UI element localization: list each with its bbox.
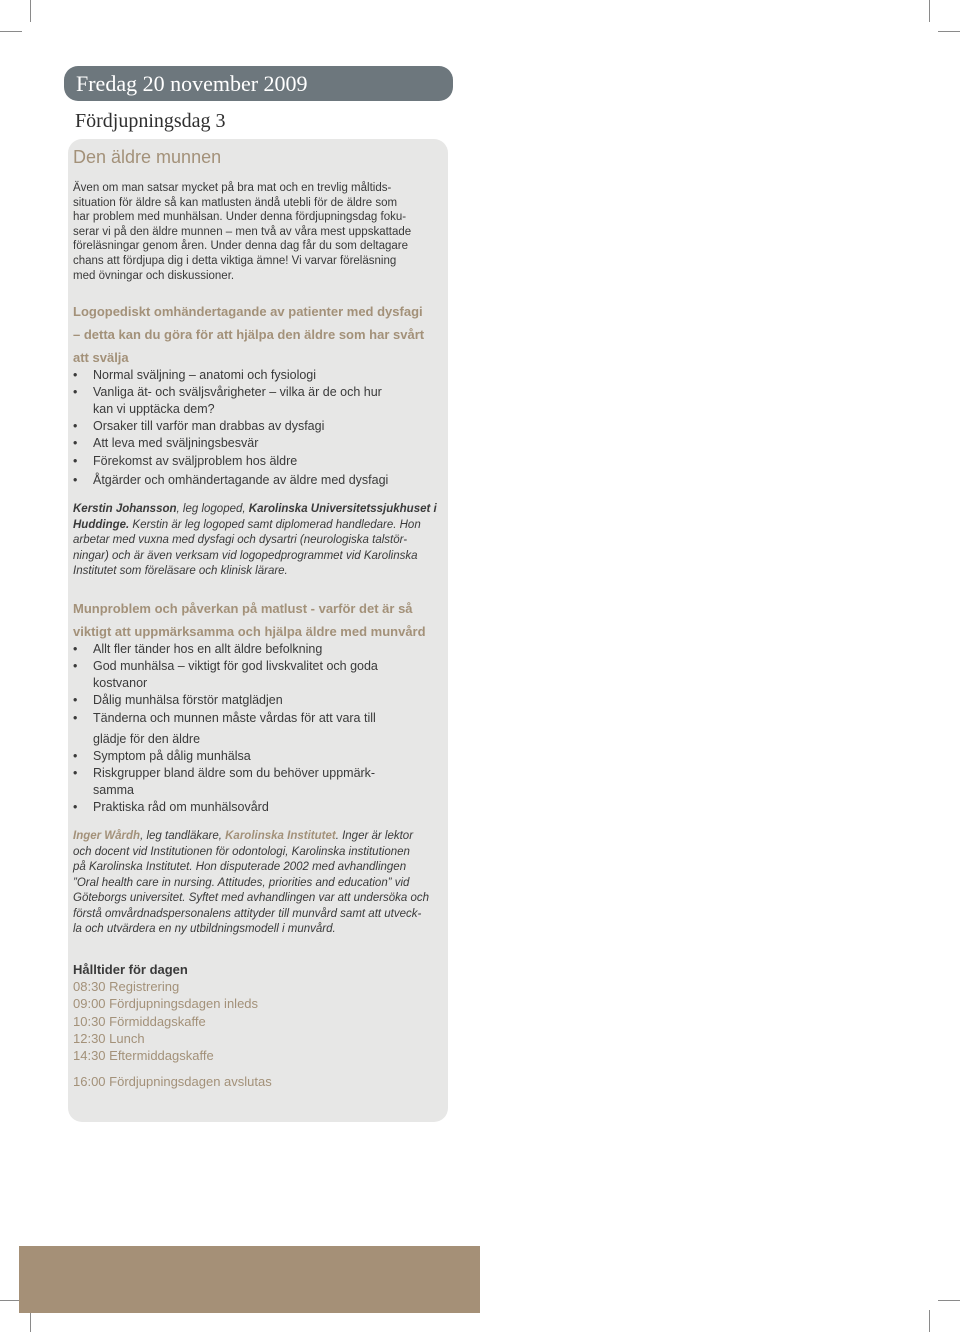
date-title: Fredag 20 november 2009 (76, 71, 308, 96)
schedule-item: 08:30 Registrering (73, 979, 180, 994)
list-item: • Allt fler tänder hos en allt äldre befolkning (73, 642, 323, 656)
bullet-icon: • (73, 473, 78, 487)
intro-line: Även om man satsar mycket på bra mat och en trevlig måltids- (73, 182, 392, 194)
list-item: • Vanliga ät- och sväljsvårigheter – vilka är de och hur kan vi upptäcka dem? (73, 385, 382, 416)
speaker-bio: Inger Wårdh, leg tandläkare, Karolinska Institutet. Inger är lektor och docent vid Institutionen för odontologi, Karolinska institutionen på Karolinska Institutet. Hon disputerade 2002 med avhandlingen ”Oral health care in nursing. Attitudes, priorities and education” vid Göteborgs universitet. Syftet med avhandlingen var att undersöka och förstå omvårdnadspersonalens attityder till munvård samt att utveck- la och utvärdera en ny utbildningsmodell i munvård. (73, 830, 430, 935)
crop-mark (929, 0, 930, 22)
crop-mark (30, 0, 31, 22)
list-item: • Symptom på dålig munhälsa (73, 749, 251, 763)
speaker-bio: Kerstin Johansson, leg logoped, Karolinska Universitetssjukhuset i Huddinge. Kerstin är leg logoped samt diplomerad handledare. Hon arbetar med vuxna med dysfagi och dysartri (neurologiska talstör- ningar) och är även verksam vid logopedprogrammet vid Karolinska Institutet som föreläsare och klinisk lärare. (73, 503, 437, 577)
bullet-icon: • (73, 436, 78, 450)
list-item: • Att leva med sväljningsbesvär (73, 436, 259, 450)
list-item: • Riskgrupper bland äldre som du behöver uppmärk- samma (73, 766, 376, 797)
page-subtitle: Fördjupningsdag 3 (75, 110, 226, 132)
intro-line: har problem med munhälsan. Under denna fördjupningsdag foku- (73, 211, 407, 224)
intro-line: föreläsningar genom åren. Under denna dag får du som deltagare (73, 240, 408, 253)
section2-heading-line: Munproblem och påverkan på matlust - varför det är så (73, 601, 413, 616)
bullet-icon: • (73, 454, 78, 468)
bullet-icon: • (73, 800, 78, 814)
program-panel (68, 139, 448, 1122)
speaker-org: Karolinska Institutet (225, 830, 336, 842)
intro-text (73, 181, 441, 283)
footer-color-bar (19, 1246, 480, 1313)
bullet-icon: • (73, 642, 78, 656)
crop-mark (938, 31, 960, 32)
crop-mark (30, 1310, 31, 1332)
schedule-item: 10:30 Förmiddagskaffe (73, 1014, 206, 1029)
bullet-icon: • (73, 711, 78, 725)
speaker-name: Inger Wårdh (73, 830, 141, 842)
intro-line: serar vi på den äldre munnen – men två av våra mest uppskattade (73, 225, 412, 238)
schedule-heading: Hålltider för dagen (73, 962, 188, 977)
section1-heading-line: att svälja (73, 350, 129, 365)
bullet-icon: • (73, 749, 78, 763)
bullet-icon: • (73, 693, 78, 707)
list-item: • Förekomst av sväljproblem hos äldre (73, 454, 298, 468)
section1-heading-line: – detta kan du göra för att hjälpa den äldre som har svårt (73, 327, 425, 342)
list-item: • Dålig munhälsa förstör matglädjen (73, 693, 283, 707)
crop-mark (0, 31, 22, 32)
intro-line: chans att fördjupa dig i detta viktiga ämne! Vi varvar föreläsning (73, 254, 397, 267)
section2-heading-line: viktigt att uppmärksamma och hjälpa äldre med munvård (73, 624, 426, 639)
date-header-bar (64, 66, 453, 101)
bullet-icon: • (73, 385, 78, 399)
intro-line: med övningar och diskussioner. (73, 269, 235, 282)
schedule-item: 16:00 Fördjupningsdagen avslutas (73, 1074, 272, 1089)
speaker-org: Karolinska Universitetssjukhuset i (248, 503, 437, 515)
intro-line: situation för äldre så kan matlusten ändå utebli för de äldre som (73, 196, 398, 209)
speaker-name: Kerstin Johansson (73, 503, 177, 515)
schedule-item: 14:30 Eftermiddagskaffe (73, 1048, 214, 1063)
bullet-icon: • (73, 766, 78, 780)
schedule-item: 12:30 Lunch (73, 1031, 145, 1046)
schedule-item: 09:00 Fördjupningsdagen inleds (73, 996, 259, 1011)
bullet-icon: • (73, 659, 78, 673)
bullet-icon: • (73, 368, 78, 382)
panel-title: Den äldre munnen (73, 147, 222, 167)
bullet-icon: • (73, 419, 78, 433)
list-item: • Praktiska råd om munhälsovård (73, 800, 269, 814)
crop-mark (929, 1310, 930, 1332)
list-item: • Normal sväljning – anatomi och fysiologi (73, 368, 317, 382)
list-item: • Orsaker till varför man drabbas av dysfagi (73, 419, 325, 433)
list-item: • Tänderna och munnen måste vårdas för att vara till glädje för den äldre (73, 711, 376, 746)
list-item: • God munhälsa – viktigt för god livskvalitet och goda kostvanor (73, 659, 378, 690)
section1-heading-line: Logopediskt omhändertagande av patienter med dysfagi (73, 304, 423, 319)
list-item: • Åtgärder och omhändertagande av äldre med dysfagi (73, 473, 389, 487)
crop-mark (938, 1300, 960, 1301)
